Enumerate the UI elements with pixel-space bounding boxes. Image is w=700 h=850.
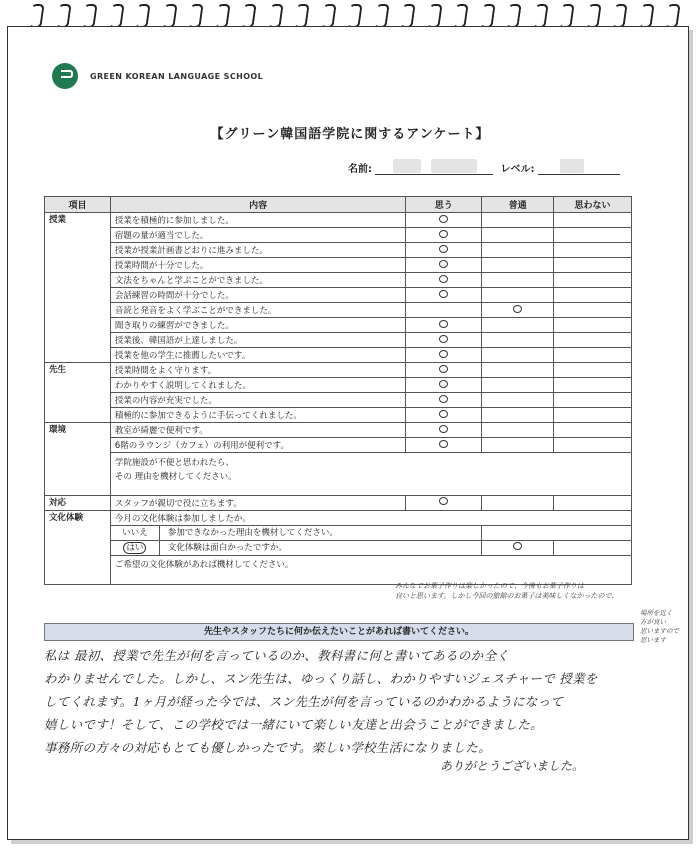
col-header-disagree: 思わない xyxy=(554,197,632,213)
ring-icon xyxy=(108,4,124,28)
message-line: 私は 最初、授業で先生が何を言っているのか、教科書に何と書いてあるのか全く xyxy=(44,648,510,663)
message-line: 嬉しいです！そして、この学校では一緒にいて楽しい友達と出会うことができました。 xyxy=(44,717,543,732)
table-row xyxy=(45,510,632,525)
row-text: 授業後、韓国語が上達しました。 xyxy=(110,333,405,348)
answer-circle xyxy=(439,215,448,223)
answer-circle xyxy=(439,230,448,238)
ring-icon xyxy=(452,4,468,28)
ring-icon xyxy=(664,4,680,28)
answer-circle xyxy=(439,380,448,388)
school-name: GREEN KOREAN LANGUAGE SCHOOL xyxy=(90,71,264,81)
row-text: 授業時間をよく守ります。 xyxy=(110,363,405,378)
row-text: 教室が綺麗で便利です。 xyxy=(110,423,405,438)
message-line: してくれます。1ヶ月が経った今では、スン先生が何を言っているのかわかるようになって xyxy=(44,694,564,709)
answer-circle xyxy=(439,245,448,253)
facility-question: 学院施設が不便と思われたら、 その 理由を機材してください。 xyxy=(110,453,631,496)
ring-icon xyxy=(320,4,336,28)
ring-icon xyxy=(638,4,654,28)
ring-icon xyxy=(479,4,495,28)
ring-icon xyxy=(505,4,521,28)
table-row xyxy=(45,258,632,273)
row-category: 環境 xyxy=(45,423,111,438)
page-title: 【グリーン韓国語学院に関するアンケート】 xyxy=(210,127,490,142)
hope-question: ご希望の文化体験があれば機材してください。 xyxy=(110,555,631,584)
answer-circle xyxy=(439,365,448,373)
row-category: 対応 xyxy=(45,495,111,510)
level-label: レベル: xyxy=(500,164,535,175)
table-row xyxy=(45,303,632,318)
row-text: 授業を他の学生に推薦したいです。 xyxy=(110,348,405,363)
ring-icon xyxy=(214,4,230,28)
side-comment: 場所を近く 方が良い 思いますので 思います xyxy=(640,609,679,644)
name-level-line xyxy=(348,160,620,175)
row-text: 授業時間が十分でした。 xyxy=(110,258,405,273)
row-text: 授業の内容が充実でした。 xyxy=(110,393,405,408)
table-row xyxy=(45,318,632,333)
ring-icon xyxy=(399,4,415,28)
table-row xyxy=(45,363,632,378)
answer-circle xyxy=(513,305,522,313)
answer-circle xyxy=(513,542,522,550)
level-field xyxy=(538,163,620,175)
ring-icon xyxy=(240,4,256,28)
logo-icon xyxy=(52,63,78,89)
col-header-item: 項目 xyxy=(45,197,111,213)
ring-icon xyxy=(55,4,71,28)
table-row xyxy=(45,540,632,555)
name-field xyxy=(375,163,493,175)
yes-question-text: 文化体験は面白かったですか。 xyxy=(167,542,287,553)
ring-icon xyxy=(426,4,442,28)
row-text: 授業を積極的に参加しました。 xyxy=(110,213,405,228)
row-text: 聞き取りの練習ができました。 xyxy=(110,318,405,333)
ring-icon xyxy=(611,4,627,28)
no-reason-text: 参加できなかった理由を機材してください。 xyxy=(167,527,338,538)
answer-circle xyxy=(439,320,448,328)
answer-circle xyxy=(439,290,448,298)
row-text: わかりやすく説明してくれました。 xyxy=(110,378,405,393)
table-row xyxy=(45,453,632,496)
answer-circle xyxy=(439,425,448,433)
table-row xyxy=(45,243,632,258)
table-row xyxy=(45,228,632,243)
ring-icon xyxy=(134,4,150,28)
ring-icon xyxy=(267,4,283,28)
table-row xyxy=(45,333,632,348)
row-text: 会話練習の時間が十分でした。 xyxy=(110,288,405,303)
answer-circle xyxy=(439,395,448,403)
culture-question: 今月の文化体験は参加しましたか。 xyxy=(110,510,631,525)
table-row xyxy=(45,423,632,438)
row-category: 文化体験 xyxy=(45,510,111,584)
table-row xyxy=(45,525,632,540)
ring-icon xyxy=(585,4,601,28)
row-text: 文法をちゃんと学ぶことができました。 xyxy=(110,273,405,288)
answer-circle xyxy=(439,275,448,283)
table-row xyxy=(45,273,632,288)
row-text: 宿題の量が適当でした。 xyxy=(110,228,405,243)
col-header-neutral: 普通 xyxy=(482,197,554,213)
table-row xyxy=(45,555,632,584)
message-line: 事務所の方々の対応もとても優しかったです。楽しい学校生活になりました。 xyxy=(44,740,492,755)
answer-circle xyxy=(439,350,448,358)
row-category: 先生 xyxy=(45,363,111,378)
table-header-row xyxy=(45,197,632,213)
ring-icon xyxy=(187,4,203,28)
table-row xyxy=(45,495,632,510)
table-row xyxy=(45,438,632,453)
ring-icon xyxy=(532,4,548,28)
row-category: 授業 xyxy=(45,213,111,228)
table-row xyxy=(45,408,632,423)
name-label: 名前: xyxy=(348,164,372,175)
row-text: スタッフが親切で役に立ちます。 xyxy=(110,495,405,510)
ring-icon xyxy=(293,4,309,28)
school-logo xyxy=(52,63,263,89)
culture-comment: みんなでお菓子作りは楽しかったので、今後もお菓子作りは 良いと思います。しかし今回の旅館のお菓子は美味しくなかったので、 xyxy=(395,582,619,600)
ring-icon xyxy=(558,4,574,28)
message-section-header: 先生やスタッフたちに何か伝えたいことがあれば書いてください。 xyxy=(44,623,634,641)
answer-circle xyxy=(439,440,448,448)
table-row xyxy=(45,288,632,303)
row-text: 積極的に参加できるように手伝ってくれました。 xyxy=(110,408,405,423)
ring-icon xyxy=(161,4,177,28)
option-yes: はい xyxy=(123,542,146,554)
table-row xyxy=(45,348,632,363)
answer-circle xyxy=(439,335,448,343)
ring-icon xyxy=(346,4,362,28)
col-header-content: 内容 xyxy=(110,197,405,213)
col-header-agree: 思う xyxy=(406,197,482,213)
row-text: 授業が授業計画書どおりに進みました。 xyxy=(110,243,405,258)
row-text: 音読と発音をよく学ぶことができました。 xyxy=(110,303,405,318)
answer-circle xyxy=(439,497,448,505)
row-text: 6階のラウンジ（カフェ）の利用が便利です。 xyxy=(110,438,405,453)
ring-icon xyxy=(28,4,44,28)
table-row xyxy=(45,378,632,393)
thanks-note: ありがとうございました。 xyxy=(440,759,585,773)
message-line: わかりませんでした。しかし、スン先生は、ゆっくり話し、わかりやすいジェスチャーで 授業を xyxy=(44,671,598,686)
option-no: いいえ xyxy=(111,526,160,540)
answer-circle xyxy=(439,260,448,268)
answer-circle xyxy=(439,410,448,418)
ring-icon xyxy=(81,4,97,28)
table-row xyxy=(45,393,632,408)
table-row xyxy=(45,213,632,228)
survey-table xyxy=(44,196,632,585)
ring-icon xyxy=(373,4,389,28)
